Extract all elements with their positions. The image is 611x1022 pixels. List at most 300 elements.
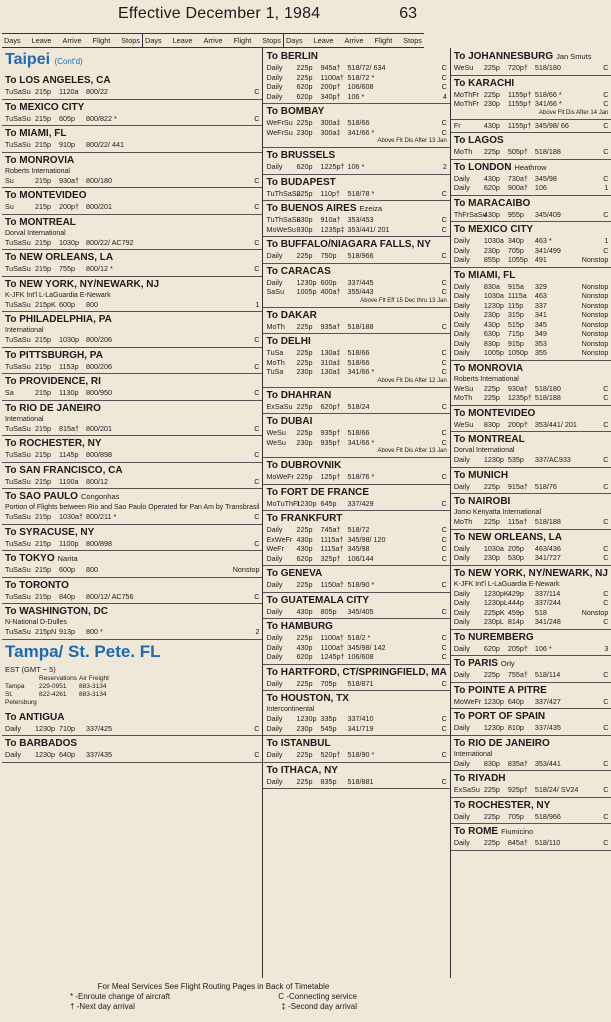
- flight-cell: Daily: [453, 329, 470, 338]
- destination-entry: [263, 458, 449, 485]
- flight-row: [266, 225, 446, 235]
- col3-header: [283, 34, 424, 47]
- flight-cell: 815a†: [59, 423, 79, 433]
- destination-title: [454, 433, 609, 446]
- flight-cell: 1030a: [483, 543, 504, 553]
- flight-cell: 225p: [296, 321, 313, 331]
- flight-cell: 705p: [320, 678, 337, 688]
- flight-cell: 215p: [35, 591, 51, 601]
- flight-cell: Daily: [453, 588, 470, 598]
- flight-cell: Nonstop: [581, 329, 609, 338]
- flight-cell: C: [441, 437, 447, 447]
- flight-note: Above Flt Dis After 14 Jan: [539, 109, 609, 116]
- flight-cell: C: [603, 173, 609, 183]
- flight-row: [454, 608, 609, 618]
- flight-cell: 225p: [296, 428, 313, 437]
- flight-cell: C: [441, 357, 447, 367]
- flight-cell: 800/950: [86, 388, 112, 397]
- flight-row: [454, 329, 609, 339]
- flight-cell: Daily: [453, 838, 470, 847]
- flight-cell: 1030a†: [59, 512, 83, 521]
- flight-row: [5, 264, 259, 274]
- flight-cell: 345/98: [534, 173, 557, 183]
- flight-cell: 4: [442, 91, 447, 101]
- airport-subtitle: Portion of Flights between Rio and Sao Paulo Operated for Pan Am by Transbrasil: [5, 504, 260, 511]
- flight-cell: ExSaSu: [453, 785, 480, 794]
- reservations-cell: St. Petersburg: [5, 690, 37, 706]
- flight-row: [454, 838, 609, 848]
- flight-cell: Daily: [453, 348, 470, 357]
- flight-cell: Daily: [453, 183, 470, 192]
- flight-cell: 2: [442, 162, 447, 171]
- flight-cell: 705p: [507, 245, 524, 255]
- flight-cell: 800: [86, 299, 98, 309]
- destination-name: To ROCHESTER, NY: [5, 438, 102, 449]
- flight-cell: MoWeSu: [266, 224, 296, 234]
- flight-cell: Daily: [453, 281, 470, 291]
- flight-cell: TuSaSu: [5, 423, 31, 433]
- destination-entry: [451, 160, 611, 196]
- flight-cell: Daily: [266, 606, 283, 616]
- flight-cell: Nonstop: [232, 565, 260, 574]
- flight-cell: 310a‡: [320, 357, 341, 367]
- col-header-label: Leave: [172, 36, 193, 45]
- flight-cell: 518/66: [347, 118, 370, 127]
- flight-cell: 620p: [483, 643, 500, 653]
- flight-cell: 800/12/ AC756: [86, 591, 134, 601]
- flight-cell: 518/78 *: [347, 188, 375, 198]
- destination-name: To MONTEVIDEO: [453, 407, 536, 419]
- flight-cell: 230p: [483, 245, 500, 255]
- destination-entry: [2, 312, 262, 348]
- destination-entry: [263, 511, 449, 566]
- destination-entry: [451, 709, 611, 736]
- flight-row: [266, 607, 446, 617]
- flight-cell: 1100a†: [320, 642, 344, 652]
- flight-cell: 325p†: [320, 553, 341, 563]
- flight-cell: WeFr: [266, 544, 284, 553]
- flight-cell: 1155p†: [507, 89, 532, 99]
- destination-name: To KARACHI: [453, 77, 515, 89]
- flight-cell: 230p: [296, 127, 313, 137]
- flight-cell: TuSaSu: [5, 113, 31, 123]
- flight-cell: Su: [5, 202, 14, 211]
- flight-cell: TuSaSu: [5, 87, 31, 96]
- flight-row: [454, 99, 609, 109]
- flight-cell: 1153p: [59, 361, 79, 371]
- flight-cell: Nonstop: [581, 255, 609, 264]
- column-headers: [2, 33, 424, 48]
- destination-title: [454, 495, 609, 508]
- flight-row: [454, 393, 609, 403]
- flight-cell: 345/98/ 120: [347, 534, 386, 544]
- destination-title: [5, 526, 259, 539]
- destination-title: [266, 620, 446, 633]
- destination-title: [266, 567, 446, 580]
- airport-subtitle: International: [453, 750, 493, 758]
- destination-name: To LAGOS: [453, 135, 504, 146]
- flight-cell: 315p: [507, 310, 524, 319]
- flight-row: [266, 73, 446, 83]
- destination-name: To MARACAIBO: [453, 197, 531, 209]
- destination-name: To GUATEMALA CITY: [266, 594, 370, 606]
- flight-cell: 130a‡: [320, 348, 341, 357]
- flight-cell: 518/72: [347, 525, 370, 534]
- col-header-label: Stops: [121, 36, 140, 45]
- flight-cell: C: [441, 642, 447, 652]
- flight-cell: MoThFr: [453, 99, 479, 108]
- flight-cell: 225p: [296, 63, 313, 72]
- flight-cell: 518/66: [347, 357, 370, 367]
- flight-cell: MoTh: [266, 357, 285, 367]
- destination-name: To SAO PAULO: [5, 491, 78, 502]
- flight-cell: 225p: [296, 750, 313, 759]
- flight-cell: C: [441, 750, 447, 759]
- flight-cell: Daily: [453, 455, 470, 464]
- flight-cell: 225p: [296, 580, 313, 589]
- flight-cell: C: [441, 534, 447, 544]
- flight-cell: 106 *: [534, 643, 552, 653]
- destination-title: [454, 772, 609, 785]
- flight-cell: 935p†: [320, 428, 341, 437]
- airport-name: Narita: [57, 554, 78, 563]
- flight-cell: Daily: [453, 245, 470, 255]
- legend-next-day: † -Next day arrival: [70, 1002, 135, 1011]
- flight-cell: 620p†: [320, 401, 341, 411]
- airport-name: Fiumicino: [501, 827, 534, 836]
- flight-note: Above Flt Dis After 12 Jan: [377, 377, 447, 384]
- destination-name: To TOKYO: [5, 553, 55, 564]
- destination-name: To DELHI: [266, 336, 311, 347]
- flight-cell: 925p†: [507, 785, 528, 794]
- flight-cell: 518/24/ SV24: [534, 785, 579, 794]
- flight-cell: C: [441, 776, 447, 786]
- flight-cell: C: [254, 335, 260, 344]
- flight-cell: 755a†: [507, 670, 528, 679]
- flight-cell: 830p: [483, 419, 500, 429]
- flight-cell: 230pL: [483, 617, 504, 626]
- flight-cell: 341/248: [534, 617, 561, 626]
- flight-row: [5, 724, 259, 734]
- destination-entry: [263, 49, 449, 104]
- flight-row: [266, 724, 446, 734]
- flight-row: [454, 255, 609, 265]
- flight-cell: 230p: [296, 437, 313, 447]
- flight-cell: MoTuThFr: [266, 498, 300, 508]
- flight-cell: 230p: [483, 310, 500, 319]
- destination-name: To NEW ORLEANS, LA: [453, 531, 562, 543]
- flight-row: [5, 450, 259, 460]
- flight-cell: 1145p: [59, 450, 79, 459]
- destination-title: [5, 605, 259, 618]
- destination-title: [5, 251, 259, 264]
- flight-row: [5, 750, 259, 760]
- flight-cell: C: [254, 750, 260, 759]
- destination-entry: [451, 222, 611, 268]
- flight-cell: C: [441, 472, 447, 481]
- flight-cell: 1120a: [59, 87, 79, 96]
- destination-entry: [451, 683, 611, 710]
- flight-cell: C: [441, 428, 447, 437]
- flight-cell: 3: [604, 643, 609, 653]
- destination-entry: [263, 148, 449, 175]
- flight-cell: C: [603, 120, 609, 130]
- flight-cell: 225p: [296, 118, 313, 127]
- flight-cell: 520p†: [320, 750, 341, 759]
- flight-row: [266, 348, 446, 358]
- destination-name: To PHILADELPHIA, PA: [5, 314, 112, 325]
- flight-cell: C: [441, 633, 447, 642]
- flight-cell: C: [254, 113, 260, 123]
- destination-title: [454, 197, 609, 210]
- destination-name: To PROVIDENCE, RI: [5, 376, 101, 387]
- flight-row: [266, 189, 446, 199]
- airport-subtitle: K-JFK Int'l L-LaGuardia E-Newark: [5, 291, 111, 299]
- flight-cell: MoWeFr: [266, 472, 294, 481]
- flight-cell: Daily: [266, 82, 283, 91]
- flight-cell: C: [441, 580, 447, 589]
- flight-cell: 640p: [507, 696, 524, 706]
- destination-name: To BERLIN: [266, 51, 318, 62]
- flight-cell: 518/2 *: [347, 633, 371, 642]
- destination-title: [266, 176, 446, 189]
- flight-cell: 800/22: [86, 87, 108, 96]
- flight-cell: 1225p†: [320, 162, 345, 171]
- flight-cell: 341/719: [347, 723, 374, 733]
- flight-cell: TuSaSu: [5, 538, 31, 548]
- airport-name: Orly: [500, 659, 515, 668]
- flight-cell: 910a†: [320, 215, 341, 224]
- col-header-label: Days: [286, 36, 303, 45]
- destination-title: [266, 415, 446, 428]
- flight-cell: 518/871: [347, 678, 374, 688]
- flight-row: [454, 482, 609, 492]
- flight-cell: C: [603, 696, 609, 706]
- airport-name: Heathrow: [514, 162, 547, 172]
- airport-subtitle: International: [5, 327, 44, 334]
- flight-cell: Su: [5, 175, 14, 185]
- flight-cell: 1005p: [296, 287, 317, 296]
- flight-cell: Nonstop: [581, 281, 609, 291]
- destination-name: To FORT DE FRANCE: [266, 486, 370, 498]
- flight-cell: 337/429: [347, 498, 374, 508]
- flight-cell: 800/12: [86, 476, 108, 486]
- flight-cell: C: [441, 367, 447, 376]
- flight-cell: 225p: [296, 348, 313, 357]
- destination-title: [266, 149, 446, 162]
- destination-entry: [263, 414, 449, 458]
- destination-title: [266, 105, 446, 118]
- destination-entry: [263, 566, 449, 593]
- destination-name: To TORONTO: [5, 579, 69, 591]
- flight-cell: 115a†: [507, 517, 528, 526]
- flight-cell: Daily: [453, 319, 470, 329]
- flight-cell: C: [603, 147, 609, 156]
- flight-cell: 215p: [35, 237, 51, 247]
- flight-row: [454, 246, 609, 256]
- flight-cell: C: [603, 455, 609, 464]
- destination-title: [266, 50, 446, 63]
- flight-cell: 459p: [507, 607, 524, 617]
- flight-cell: C: [254, 237, 260, 247]
- flight-cell: 518/966: [534, 811, 561, 821]
- col-header-label: Arrive: [203, 36, 223, 45]
- flight-cell: 955p: [507, 209, 524, 219]
- flight-row: [266, 750, 446, 760]
- flight-cell: 1150a†: [320, 580, 344, 589]
- flight-row: [454, 598, 609, 608]
- flight-cell: 518/90 *: [347, 580, 375, 589]
- flight-cell: 215p: [35, 264, 51, 273]
- flight-row: [266, 128, 446, 138]
- flight-cell: 200p†: [320, 82, 341, 91]
- flight-cell: C: [603, 785, 609, 794]
- flight-row: [266, 472, 446, 482]
- flight-cell: 225p: [296, 776, 313, 786]
- flight-cell: C: [441, 215, 447, 224]
- flight-cell: Nonstop: [581, 348, 609, 357]
- flight-cell: 1100p: [59, 538, 79, 548]
- flight-row: [266, 118, 446, 128]
- airport-subtitle: Intercontinental: [266, 706, 315, 713]
- footer-meal-note: For Meal Services See Flight Routing Pages in Back of Timetable: [97, 982, 330, 991]
- flight-cell: C: [441, 652, 447, 661]
- flight-cell: 930a†: [507, 383, 528, 393]
- flight-cell: 945a†: [320, 63, 341, 72]
- destination-title: [454, 710, 609, 723]
- flight-cell: 225p: [483, 383, 500, 393]
- flight-cell: 400a†: [320, 287, 341, 296]
- destination-name: To ROME: [453, 826, 499, 837]
- col-header-label: Flight: [374, 36, 393, 45]
- flight-row: [454, 589, 609, 599]
- flight-cell: 1: [255, 299, 260, 309]
- flight-row: [5, 202, 259, 212]
- flight-cell: TuSaSu: [5, 627, 31, 636]
- flight-cell: 518/66 *: [534, 89, 562, 99]
- flight-cell: 225p: [296, 401, 313, 411]
- destination-entry: [2, 73, 262, 100]
- col1-header: [2, 34, 142, 47]
- destination-title: [5, 349, 259, 362]
- flight-note: Above Flt Eff 15 Dec thru 13 Jan: [360, 297, 447, 304]
- flight-cell: 518/24: [347, 401, 370, 411]
- flight-cell: 463 *: [534, 236, 552, 245]
- flight-cell: C: [254, 388, 260, 397]
- flight-cell: 835a†: [507, 758, 528, 768]
- destination-title: [5, 579, 259, 592]
- flight-cell: C: [441, 118, 447, 127]
- flight-cell: 1100a†: [320, 633, 344, 642]
- legend-connecting: C -Connecting service: [278, 992, 357, 1001]
- flight-cell: C: [441, 287, 447, 296]
- flight-cell: 1230pK: [483, 588, 509, 598]
- destination-entry: [2, 153, 262, 189]
- flight-cell: 430p: [483, 173, 500, 183]
- flight-cell: C: [603, 838, 609, 847]
- flight-cell: 913p: [59, 627, 75, 636]
- flight-cell: C: [254, 264, 260, 273]
- destination-entry: [2, 578, 262, 605]
- flight-cell: C: [441, 606, 447, 616]
- destination-title: [454, 631, 609, 644]
- flight-cell: 518/76: [534, 481, 557, 491]
- flight-row: [454, 420, 609, 430]
- flight-cell: Daily: [266, 750, 283, 759]
- flight-cell: 518/180: [534, 383, 561, 393]
- flight-row: [5, 477, 259, 487]
- destination-title: [5, 74, 259, 87]
- flight-cell: TuThSaSu: [266, 188, 301, 198]
- destination-entry: [2, 100, 262, 127]
- destination-name: To NAIROBI: [453, 496, 511, 507]
- effective-date-title: Effective December 1, 1984: [118, 5, 321, 22]
- flight-cell: 225p: [483, 393, 500, 402]
- flight-cell: ExSaSu: [266, 401, 293, 411]
- col-header-label: Days: [145, 36, 162, 45]
- flight-cell: 1230p: [483, 455, 504, 464]
- flight-cell: 830p: [483, 758, 500, 768]
- flight-row: [454, 455, 609, 465]
- flight-cell: Daily: [266, 162, 283, 171]
- destination-title: [5, 313, 259, 326]
- flight-cell: 518/66: [347, 428, 370, 437]
- flight-row: [266, 402, 446, 412]
- destination-name: To ISTANBUL: [266, 738, 331, 749]
- airport-subtitle: Roberts International: [5, 167, 70, 175]
- flight-cell: Daily: [266, 714, 283, 723]
- flight-row: [266, 535, 446, 545]
- flight-row: [266, 322, 446, 332]
- flight-cell: 715p: [507, 329, 524, 338]
- flight-cell: 430p: [483, 209, 500, 219]
- flight-cell: 353: [534, 338, 547, 348]
- flight-cell: 341/66 *: [347, 437, 375, 447]
- flight-cell: 225p: [296, 472, 313, 481]
- flight-cell: C: [441, 224, 447, 234]
- flight-cell: 518/72/ 634: [347, 63, 386, 72]
- destination-name: To FRANKFURT: [266, 513, 343, 524]
- flight-note: Above Flt Dis After 13 Jan: [377, 138, 447, 144]
- destination-title: [5, 375, 259, 388]
- flight-cell: 200p†: [59, 202, 79, 211]
- flight-cell: 215pK: [35, 299, 56, 309]
- flight-cell: 230p: [483, 99, 500, 108]
- flight-cell: 830a: [483, 281, 500, 291]
- flight-cell: 805p: [320, 606, 337, 616]
- flight-cell: 518/66: [347, 348, 370, 357]
- flight-cell: 341/66 *: [347, 367, 375, 376]
- col-header-label: Leave: [31, 36, 52, 45]
- destination-name: To SYRACUSE, NY: [5, 526, 95, 538]
- destination-name: To LONDON: [453, 161, 512, 173]
- flight-cell: 745a†: [320, 525, 341, 534]
- destination-entry: [451, 196, 611, 223]
- destination-name: To PITTSBURGH, PA: [5, 349, 103, 361]
- flight-cell: C: [441, 82, 447, 91]
- flight-row: [266, 278, 446, 288]
- destination-entry: [2, 215, 262, 251]
- flight-row: [454, 348, 609, 358]
- destination-entry: [451, 798, 611, 825]
- destination-entry: [2, 463, 262, 490]
- destination-entry: [263, 388, 449, 415]
- flight-cell: WeSu: [266, 437, 286, 447]
- destination-entry: [263, 264, 449, 308]
- legend-second-day: ‡ -Second day arrival: [281, 1002, 357, 1011]
- flight-cell: 430p: [483, 319, 500, 329]
- col1-entries: [2, 73, 262, 640]
